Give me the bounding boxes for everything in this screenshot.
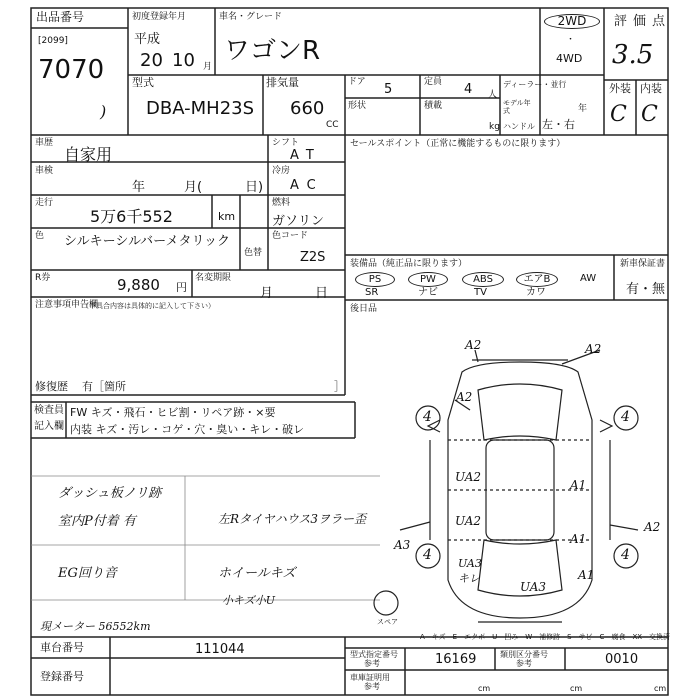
hand-note-1: ダッシュ板ノリ跡 xyxy=(58,486,162,501)
score: 3.5 xyxy=(612,40,654,70)
type-number: 16169 xyxy=(435,652,477,667)
equip-pw: PW xyxy=(408,272,448,287)
hand-note-4: 左Rタイヤハウス3ヲラー歪 xyxy=(218,512,367,526)
repair-close: ］ xyxy=(334,380,345,393)
reg-year: 20 xyxy=(140,50,163,71)
equip-ps: PS xyxy=(355,272,395,287)
drive-dot: ・ xyxy=(566,35,576,45)
tire-rr: 4 xyxy=(621,547,630,563)
load-label: 積載 xyxy=(424,101,443,111)
class-sub: 参考 xyxy=(516,659,532,668)
shift-label: シフト xyxy=(272,138,300,148)
spare-label: スペア xyxy=(377,618,398,626)
equip-aw: AW xyxy=(580,273,597,284)
type-sub: 参考 xyxy=(364,659,380,668)
model-year-label: モデル年式 xyxy=(503,99,531,115)
deadline-month: 月 xyxy=(260,286,274,301)
tire-rl: 4 xyxy=(423,547,432,563)
lot-number: 7070 xyxy=(38,55,105,85)
new-book-label: 新車保証書 xyxy=(620,259,666,269)
mileage-label: 走行 xyxy=(35,198,54,208)
inspection-month: 月( xyxy=(184,180,203,195)
mark-7: A1 xyxy=(570,532,587,546)
equip-sr: SR xyxy=(365,287,379,298)
inspection-day: 日) xyxy=(245,180,264,195)
dim-sub: 参考 xyxy=(364,682,380,691)
lot-sub: [2099] xyxy=(38,36,68,46)
color-label: 色 xyxy=(35,231,45,241)
dim-cm-1: cm xyxy=(478,684,491,693)
drive-4wd: 4WD xyxy=(556,52,583,65)
lot-mark: ) xyxy=(100,102,107,121)
kg-unit: kg xyxy=(489,122,500,132)
equip-tv: TV xyxy=(474,287,487,298)
repair-value: 有［箇所 xyxy=(82,380,126,393)
month-unit: 月 xyxy=(203,62,213,72)
cap-unit: 人 xyxy=(488,90,498,100)
tire-fl: 4 xyxy=(423,409,432,425)
reg-month: 10 xyxy=(172,50,195,71)
color-code: Z2S xyxy=(300,250,326,265)
caution-sub: （不具合内容は具体的に記入して下さい） xyxy=(82,302,215,310)
inspection-label: 車検 xyxy=(35,166,54,176)
color: シルキーシルバーメタリック xyxy=(64,234,231,249)
equip-leather: カワ xyxy=(526,287,546,298)
mark-13: A2 xyxy=(644,520,661,534)
mark-9: UA3 xyxy=(458,557,482,570)
inspection-year: 年 xyxy=(132,180,146,195)
mark-4: UA2 xyxy=(455,470,482,484)
inspect-line-2: 内装 キズ・汚レ・コゲ・穴・臭い・キレ・破レ xyxy=(70,423,305,436)
score-label: 評価点 xyxy=(614,14,672,29)
lot-label: 出品番号 xyxy=(36,10,85,24)
deadline-day: 日 xyxy=(315,286,329,301)
hand-note-2: 室内P付着 有 xyxy=(58,514,136,529)
mark-8: A3 xyxy=(394,538,411,552)
car-name: ワゴンR xyxy=(224,36,321,66)
chassis-label: 車台番号 xyxy=(40,641,84,654)
dim-label: 車庫証明用 xyxy=(350,673,390,682)
disp-label: 排気量 xyxy=(266,76,299,89)
doors: 5 xyxy=(384,82,393,97)
era: 平成 xyxy=(134,32,161,47)
fuel: ガソリン xyxy=(272,214,325,229)
reg-number-label: 登録番号 xyxy=(40,670,84,683)
ac: AC xyxy=(290,178,324,193)
int-label: 内装 xyxy=(640,82,662,95)
repair-label: 修復歴 xyxy=(35,380,68,393)
handle-value: 左・右 xyxy=(542,118,575,131)
shift: AT xyxy=(290,148,322,163)
inspector-label-2: 記入欄 xyxy=(34,421,64,432)
class-label: 類別区分番号 xyxy=(500,650,548,659)
rtax-label: R券 xyxy=(35,273,51,283)
hand-note-6: 小キズ小U xyxy=(222,594,276,607)
displacement: 660 xyxy=(290,98,325,119)
year-unit: 年 xyxy=(578,104,588,114)
equip-navi: ナビ xyxy=(418,287,438,298)
shape-label: 形状 xyxy=(348,101,367,111)
mark-3: A2 xyxy=(456,390,473,404)
inspect-line-1: FW キズ・飛石・ヒビ割・リペア跡・×要 xyxy=(70,406,276,419)
cc-unit: CC xyxy=(326,120,339,130)
mark-12: UA3 xyxy=(520,580,547,594)
color-change-label: 色替 xyxy=(244,248,263,258)
equipment-label: 装備品（純正品に限ります） xyxy=(350,259,468,269)
name-label: 車名・グレード xyxy=(219,12,283,22)
km-unit: km xyxy=(218,210,236,223)
hand-note-5: ホイールキズ xyxy=(218,566,296,581)
handle-label: ハンドル xyxy=(503,122,535,131)
equip-airbag: エアB xyxy=(516,272,558,287)
hand-note-7: 現メーター 56552km xyxy=(40,620,151,633)
damage-legend: A－キズ E－エクボ U－凹み W－補修跡 S－サビ C－腐食 XX－交換済 xyxy=(420,633,671,641)
inspector-label-1: 検査員 xyxy=(34,405,64,416)
yen-unit: 円 xyxy=(176,281,187,294)
history: 自家用 xyxy=(64,145,113,164)
door-label: ドア xyxy=(348,77,366,87)
mark-1: A2 xyxy=(465,338,482,352)
deadline-label: 名変期限 xyxy=(195,273,232,283)
mark-11: A1 xyxy=(578,568,595,582)
new-book-value: 有・無 xyxy=(626,282,666,297)
chassis-number: 111044 xyxy=(195,642,245,657)
int-grade: C xyxy=(641,102,658,127)
mark-5: A1 xyxy=(570,478,587,492)
tire-fr: 4 xyxy=(621,409,630,425)
hand-note-3: EG回り音 xyxy=(58,566,117,581)
model-label: 型式 xyxy=(132,76,154,89)
ac-label: 冷房 xyxy=(272,166,291,176)
dim-cm-2: cm xyxy=(570,684,583,693)
sales-points-label: セールスポイント（正常に機能するものに限ります） xyxy=(350,139,566,149)
equip-abs: ABS xyxy=(462,272,504,287)
ext-label: 外装 xyxy=(609,82,631,95)
capacity: 4 xyxy=(464,82,473,97)
mark-10: キレ xyxy=(458,572,480,585)
reg-label: 初度登録年月 xyxy=(132,12,187,22)
history-label: 車歴 xyxy=(35,138,54,148)
caution-label: 注意事項申告欄 xyxy=(35,300,99,310)
ext-grade: C xyxy=(610,102,627,127)
color-code-label: 色コード xyxy=(272,231,309,241)
mark-6: UA2 xyxy=(455,514,482,528)
rtax: 9,880 xyxy=(117,276,160,294)
class-number: 0010 xyxy=(605,652,639,667)
cap-label: 定員 xyxy=(424,77,443,87)
type-label: 型式指定番号 xyxy=(350,650,398,659)
after-label: 後日品 xyxy=(350,304,378,314)
dealer-label: ディーラー・並行 xyxy=(503,80,567,89)
dim-cm-3: cm xyxy=(654,684,667,693)
fuel-label: 燃料 xyxy=(272,198,291,208)
drive-2wd: 2WD xyxy=(544,14,600,29)
model: DBA-MH23S xyxy=(146,98,255,119)
mileage: 5万6千552 xyxy=(90,207,173,226)
mark-2: A2 xyxy=(585,342,602,356)
